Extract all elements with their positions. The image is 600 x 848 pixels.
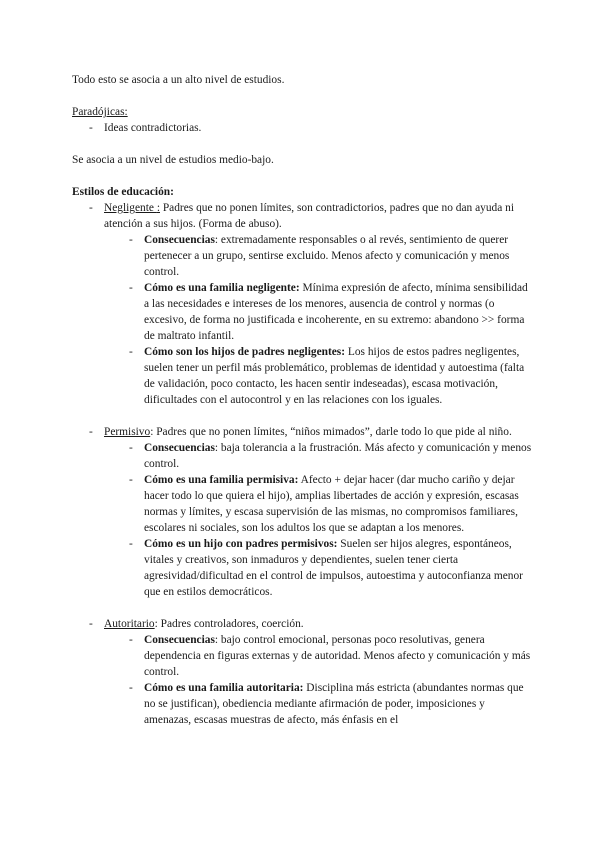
point-familia: [72, 472, 532, 536]
point-label: Cómo son los hijos de padres negligentes:: [144, 346, 346, 358]
point-text: Los hijos de estos padres negligentes, suelen tener un perfil más problemático, problemas de identidad y autoestima (falta de validación, poco contacto, les hacen sentir indeseadas), escasa motivación, dificultades con el autocontrol y en las relaciones con los iguales.: [144, 346, 525, 406]
document-page: [72, 72, 532, 728]
dash-bullet: -: [129, 634, 133, 646]
point-label: Consecuencias: [144, 442, 215, 454]
paradojicas-heading: Paradójicas:: [72, 106, 128, 118]
section-name: Autoritario: [104, 618, 155, 630]
point-text: : bajo control emocional, personas poco resolutivas, genera dependencia en figuras externas y de autoridad. Menos afecto y comunicación y más control.: [144, 634, 531, 678]
point-consecuencias: [72, 232, 532, 280]
dash-bullet: -: [129, 282, 133, 294]
section-name: Permisivo: [104, 426, 151, 438]
point-text: Suelen ser hijos alegres, espontáneos, vitales y creativos, son inmaduros y dependientes, suelen tener cierta agresividad/dificultad en el control de impulsos, autoestima y autoconfianza menor que en estilos democráticos.: [144, 538, 523, 598]
paradojicas-item: [72, 120, 532, 136]
dash-bullet: -: [89, 122, 93, 134]
point-label: Cómo es una familia permisiva:: [144, 474, 299, 486]
section-description: Padres que no ponen límites, son contradictorios, padres que no dan ayuda ni atención a sus hijos. (Forma de abuso).: [104, 202, 514, 230]
dash-bullet: -: [129, 538, 133, 550]
dash-bullet: -: [89, 426, 93, 438]
point-hijos: [72, 536, 532, 600]
dash-bullet: -: [129, 682, 133, 694]
dash-bullet: -: [89, 618, 93, 630]
intro-paragraph: Todo esto se asocia a un alto nivel de estudios.: [72, 74, 285, 86]
section-separator: :: [154, 618, 158, 630]
dash-bullet: -: [89, 202, 93, 214]
section-permisivo: [72, 424, 532, 440]
point-label: Cómo es una familia autoritaria:: [144, 682, 304, 694]
section-separator: :: [150, 426, 154, 438]
section-description: Padres controladores, coerción.: [157, 618, 304, 630]
point-familia: [72, 280, 532, 344]
section-description: Padres que no ponen límites, “niños mimados”, darle todo lo que pide al niño.: [153, 426, 512, 438]
dash-bullet: -: [129, 346, 133, 358]
section-separator: :: [156, 202, 160, 214]
point-text: Mínima expresión de afecto, mínima sensibilidad a las necesidades e intereses de los menores, ausencia de control y normas (o excesivo, de forma no justificada e incoherente, en su extremo: abandono >> forma de maltrato infantil.: [144, 282, 528, 342]
point-familia: [72, 680, 532, 728]
point-label: Consecuencias: [144, 234, 215, 246]
point-consecuencias: [72, 440, 532, 472]
dash-bullet: -: [129, 442, 133, 454]
dash-bullet: -: [129, 474, 133, 486]
point-text: : baja tolerancia a la frustración. Más afecto y comunicación y menos control.: [144, 442, 532, 470]
estilos-heading: Estilos de educación:: [72, 186, 174, 198]
section-autoritario: [72, 616, 532, 632]
section-name: Negligente: [104, 202, 157, 214]
point-consecuencias: [72, 632, 532, 680]
point-label: Cómo es una familia negligente:: [144, 282, 300, 294]
paradojicas-note: Se asocia a un nivel de estudios medio-bajo.: [72, 154, 274, 166]
point-text: : extremadamente responsables o al revés, sentimiento de querer pertenecer a un grupo, sentirse excluido. Menos afecto y comunicación y menos control.: [144, 234, 510, 278]
point-label: Cómo es un hijo con padres permisivos:: [144, 538, 338, 550]
section-negligente: [72, 200, 532, 232]
point-hijos: [72, 344, 532, 408]
point-text: Disciplina más estricta (abundantes normas que no se justifican), obediencia mediante afirmación de poder, imposiciones y amenazas, escasas muestras de afecto, más énfasis en el: [144, 682, 524, 726]
point-label: Consecuencias: [144, 634, 215, 646]
point-text: Afecto + dejar hacer (dar mucho cariño y dejar hacer todo lo que quiera el hijo), amplias libertades de acción y expresión, escasas normas y límites, y escasa supervisión de las mismas, no compromisos familiares, escolares ni sociales, son los adultos los que se adaptan a los menores.: [144, 474, 519, 534]
paradojicas-item-text: Ideas contradictorias.: [104, 122, 202, 134]
dash-bullet: -: [129, 234, 133, 246]
